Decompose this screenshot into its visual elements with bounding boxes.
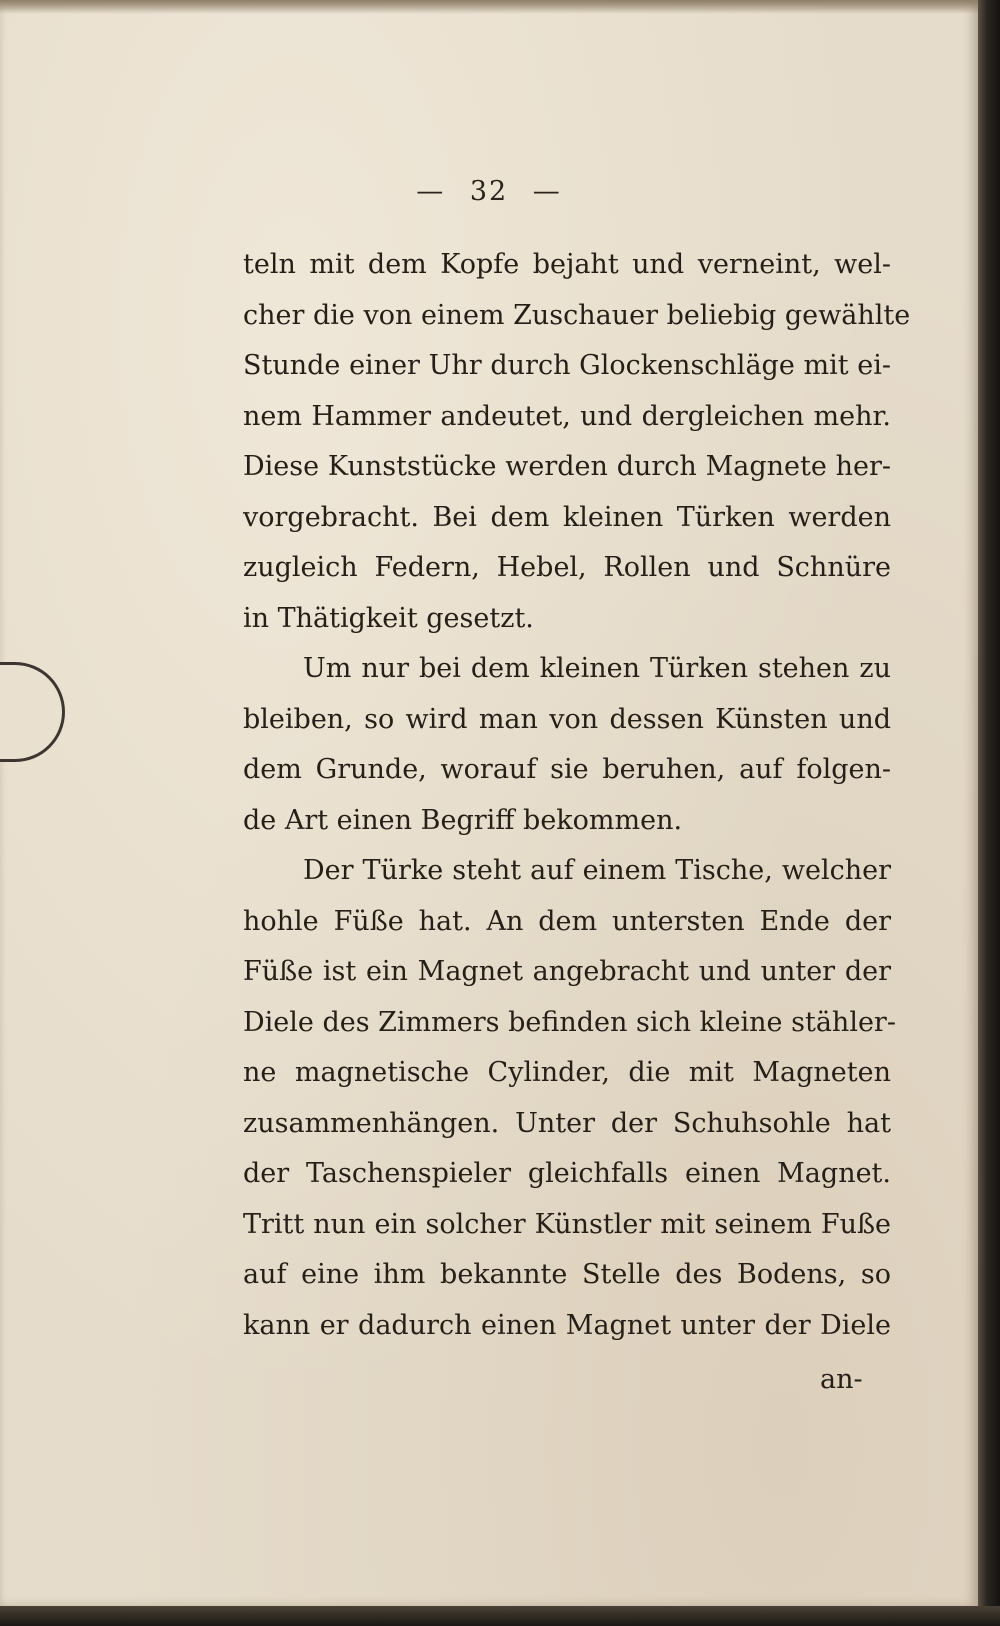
header-dash-right: —	[532, 176, 562, 207]
text-line: teln mit dem Kopfe bejaht und verneint, wel-	[243, 249, 891, 280]
text-line: Diese Kunststücke werden durch Magnete her-	[243, 451, 891, 482]
text-line: Stunde einer Uhr durch Glockenschläge mit ei-	[243, 350, 891, 381]
text-line: vorgebracht. Bei dem kleinen Türken werden	[243, 501, 891, 533]
text-line: der Taschenspieler gleichfalls einen Magnet.	[243, 1158, 891, 1189]
body-text	[243, 240, 911, 1351]
text-line: zusammenhängen. Unter der Schuhsohle hat	[243, 1107, 891, 1139]
text-line: bleiben, so wird man von dessen Künsten und	[243, 703, 891, 735]
text-line: nem Hammer andeutet, und dergleichen mehr.	[243, 400, 891, 432]
text-line: hohle Füße hat. An dem untersten Ende der	[243, 905, 891, 937]
text-line: Diele des Zimmers befinden sich kleine stähler-	[243, 1006, 896, 1038]
text-line: kann er dadurch einen Magnet unter der Diele	[243, 1309, 891, 1341]
text-line: de Art einen Begriff bekommen.	[243, 804, 683, 836]
catchword: an-	[820, 1364, 863, 1395]
page-number: 32	[469, 176, 509, 207]
text-line: Tritt nun ein solcher Künstler mit seinem Fuße	[243, 1208, 891, 1240]
text-line: ne magnetische Cylinder, die mit Magneten	[243, 1057, 891, 1088]
book-edge-bottom	[0, 1606, 1000, 1626]
text-line: Füße ist ein Magnet angebracht und unter der	[243, 956, 891, 987]
text-line: dem Grunde, worauf sie beruhen, auf folgen-	[243, 754, 891, 785]
page-top-shadow	[0, 0, 978, 14]
text-line: zugleich Federn, Hebel, Rollen und Schnüre	[243, 552, 891, 583]
text-line: in Thätigkeit gesetzt.	[243, 602, 534, 634]
text-line: auf eine ihm bekannte Stelle des Bodens, so	[243, 1259, 891, 1290]
text-line: cher die von einem Zuschauer beliebig gewählte	[243, 299, 911, 331]
page-header	[0, 176, 978, 207]
page-clip-mark	[0, 662, 65, 762]
book-edge-right	[978, 0, 1000, 1626]
text-line: Um nur bei dem kleinen Türken stehen zu	[303, 653, 891, 684]
header-dash-left: —	[416, 176, 446, 207]
text-line: Der Türke steht auf einem Tische, welcher	[303, 855, 891, 886]
